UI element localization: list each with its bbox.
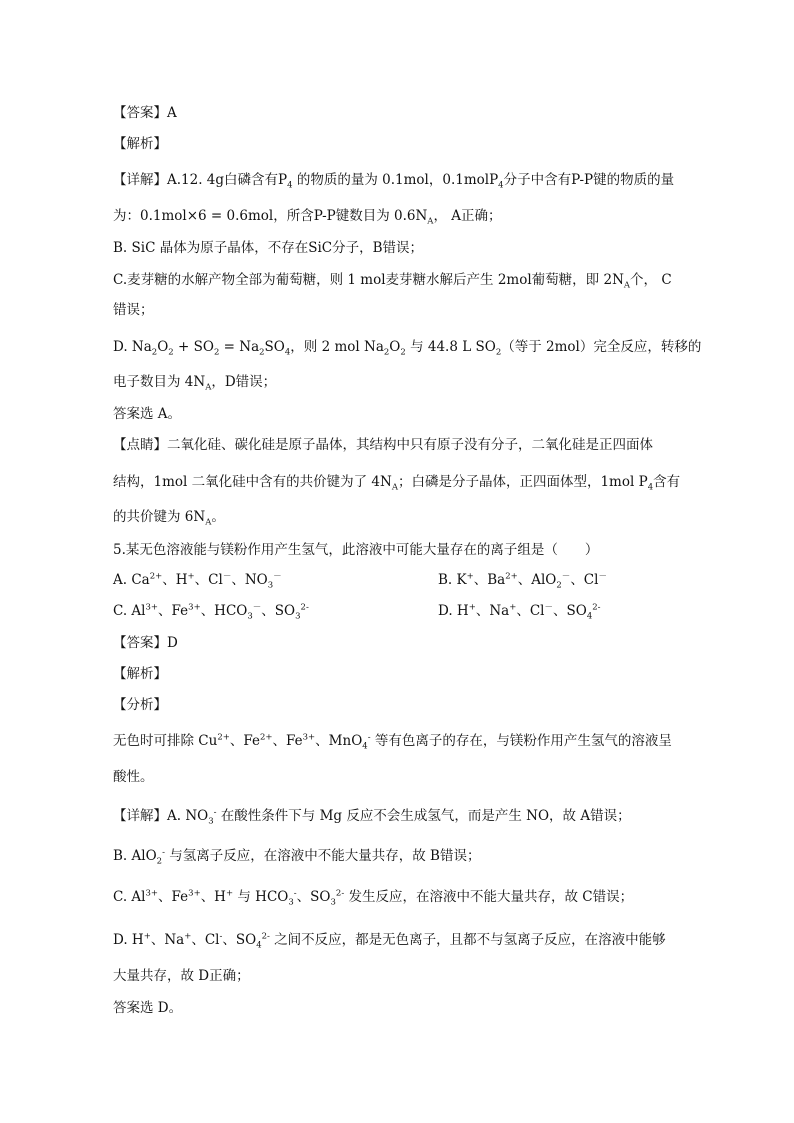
tip-line-3: 的共价键为 $6N_A$。 [113,509,225,528]
analyze-line-1: 无色时可排除 $Cu^{2+}$、$Fe^{2+}$、$Fe^{3+}$、MnO$_4$- 等有色离子的存在，与镁粉作用产生氢气的溶液呈 [113,732,672,752]
tip-line-2: 结构，1mol 二氧化硅中含有的共价键为了 $4N_A$；白磷是分子晶体，正四面体型，1mol $P_4$含有 [113,474,681,493]
answer-label-q5: 【答案】D [113,635,178,651]
analysis-label-q4: 【解析】 [113,136,167,152]
analysis-label-q5: 【解析】 [113,666,167,682]
detail-q5-b: B. AlO$_2$- 与氢离子反应，在溶液中不能大量共存，故 B错误； [113,847,481,867]
detail-line-6: D. $Na_2O_2 + SO_2 = Na_2SO_4$，则 2 mol $Na_2O_2$ 与 44.8 L $SO_2$（等于 2mol）完全反应，转移的 [113,339,702,358]
detail-line-4: C.麦芽糖的水解产物全部为葡萄糖，则 1 mol麦芽糖水解后产生 2mol葡萄糖，即 $2N_A$个， C [113,272,672,291]
analyze-label-q5: 【分析】 [113,697,167,713]
option-c: C. $Al^{3+}$、$Fe^{3+}$、$HCO_3^-$、$SO_3^{2-}$ [113,602,309,622]
conclusion-q5: 答案选 D。 [113,1000,183,1016]
detail-q5-d: D. H+、Na+、Cl-、$SO_4^{2-}$ 之间不反应，都是无色离子，且都不与氢离子反应，在溶液中能够 [113,931,666,951]
detail-q5-a: 【详解】A. $NO_3^-$ 在酸性条件下与 Mg 反应不会生成氢气，而是产生 NO，故 A错误； [113,807,631,827]
detail-line-7: 电子数目为 $4N_A$，D错误； [113,374,277,393]
detail-line-5: 错误； [113,302,154,318]
conclusion-q4: 答案选 A。 [113,406,182,422]
option-b: B. K+、$Ba^{2+}$、AlO$_2$－、Cl－ [438,571,607,591]
analyze-line-2: 酸性。 [113,769,154,785]
tip-line-1: 【点睛】二氧化硅、碳化硅是原子晶体，其结构中只有原子没有分子，二氧化硅是正四面体 [113,437,653,453]
option-a: A. $Ca^{2+}$、H+、Cl－、$NO_3^-$ [113,571,282,591]
option-d: D. H+、Na+、Cl－、$SO_4^{2-}$ [438,602,601,622]
detail-line-2: 为：0.1mol×6 = 0.6mol，所含P-P键数目为 $0.6N_A$， A正确； [113,208,502,227]
answer-label-q4: 【答案】A [113,105,177,121]
detail-line-3: B. SiC 晶体为原子晶体，不存在SiC分子，B错误； [113,240,424,256]
question-5: 5.某无色溶液能与镁粉作用产生氢气，此溶液中可能大量存在的离子组是（ ） [113,542,599,558]
detail-q5-d-cont: 大量共存，故 D正确； [113,968,250,984]
detail-line-1: 【详解】A.12. 4g白磷含有$P_4$ 的物质的量为 0.1mol，0.1molP$_4$分子中含有P-P键的物质的量 [113,172,675,191]
detail-q5-c: C. $Al^{3+}$、$Fe^{3+}$、H+ 与 $HCO_3^-$、$SO_3^{2-}$ 发生反应，在溶液中不能大量共存，故 C错误； [113,888,634,908]
